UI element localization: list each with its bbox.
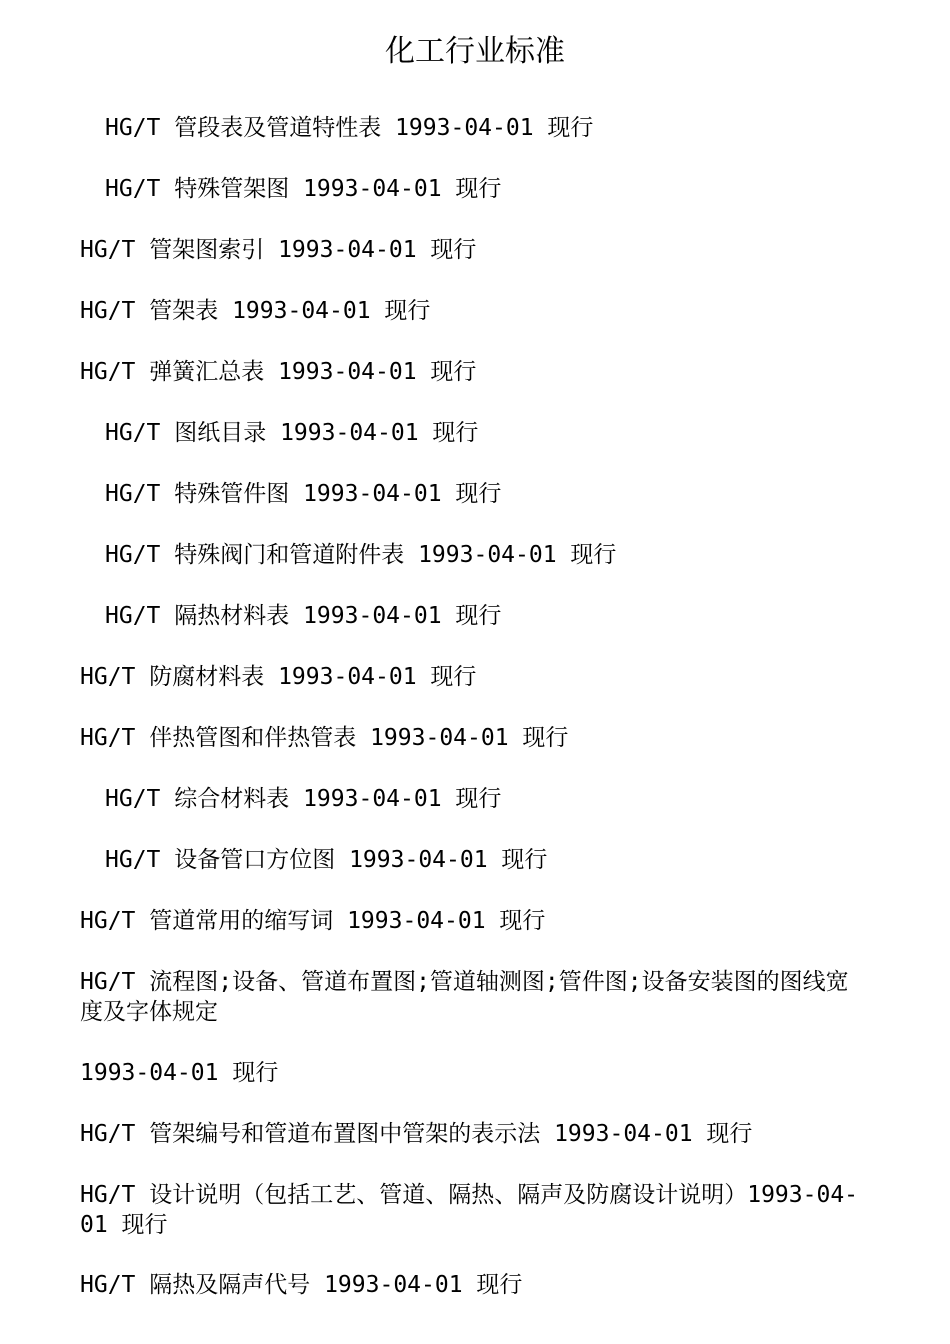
standard-entry: HG/T 设备管口方位图 1993-04-01 现行 [105, 847, 548, 873]
standard-entry: HG/T 防腐材料表 1993-04-01 现行 [80, 664, 477, 690]
standard-entry: HG/T 管架表 1993-04-01 现行 [80, 298, 431, 324]
standard-entry: HG/T 隔热材料表 1993-04-01 现行 [105, 603, 502, 629]
standard-entry: HG/T 管架编号和管道布置图中管架的表示法 1993-04-01 现行 [80, 1121, 753, 1147]
standard-entry: HG/T 流程图;设备、管道布置图;管道轴测图;管件图;设备安装图的图线宽度及字体规定 [80, 969, 849, 1025]
standard-entry: HG/T 伴热管图和伴热管表 1993-04-01 现行 [80, 725, 569, 751]
standard-entry: HG/T 弹簧汇总表 1993-04-01 现行 [80, 359, 477, 385]
standard-entry: HG/T 图纸目录 1993-04-01 现行 [105, 420, 479, 446]
standard-entry: HG/T 设计说明（包括工艺、管道、隔热、隔声及防腐设计说明）1993-04-01 现行 [80, 1182, 859, 1238]
standard-entry: HG/T 特殊管架图 1993-04-01 现行 [105, 176, 502, 202]
standard-entry: HG/T 特殊阀门和管道附件表 1993-04-01 现行 [105, 542, 617, 568]
standard-entry: HG/T 综合材料表 1993-04-01 现行 [105, 786, 502, 812]
standard-entry: HG/T 管段表及管道特性表 1993-04-01 现行 [105, 115, 594, 141]
standard-entry: HG/T 隔热及隔声代号 1993-04-01 现行 [80, 1272, 523, 1298]
standard-entry: 1993-04-01 现行 [80, 1060, 279, 1086]
standard-entry: HG/T 管道常用的缩写词 1993-04-01 现行 [80, 908, 546, 934]
standard-entry: HG/T 特殊管件图 1993-04-01 现行 [105, 481, 502, 507]
standard-entry: HG/T 管架图索引 1993-04-01 现行 [80, 237, 477, 263]
page-title: 化工行业标准 [385, 34, 565, 69]
